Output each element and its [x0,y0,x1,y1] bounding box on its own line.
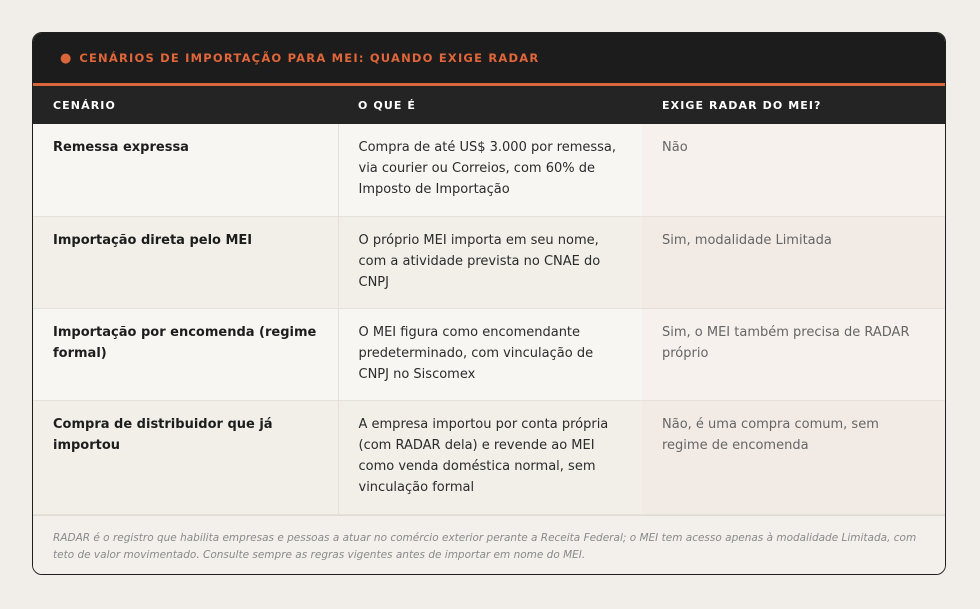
card-header [33,33,945,86]
radar-cell: Sim, modalidade Limitada [642,216,946,308]
description-cell: O próprio MEI importa em seu nome, com a atividade prevista no CNAE do CNPJ [338,216,642,308]
column-header-radar: EXIGE RADAR DO MEI? [642,86,946,124]
scenarios-table [33,86,946,515]
table-header-row [33,86,946,124]
column-header-description: O QUE É [338,86,642,124]
scenario-cell: Remessa expressa [33,124,338,216]
table-row [33,308,946,400]
scenarios-card [32,32,946,575]
description-cell: Compra de até US$ 3.000 por remessa, via courier ou Correios, com 60% de Imposto de Importação [338,124,642,216]
radar-cell: Sim, o MEI também precisa de RADAR próprio [642,308,946,400]
description-cell: A empresa importou por conta própria (com RADAR dela) e revende ao MEI como venda doméstica normal, sem vinculação formal [338,400,642,514]
scenario-cell: Importação por encomenda (regime formal) [33,308,338,400]
table-row [33,124,946,216]
table-row [33,400,946,514]
scenario-cell: Compra de distribuidor que já importou [33,400,338,514]
radar-cell: Não, é uma compra comum, sem regime de encomenda [642,400,946,514]
bullet-dot-icon: ● [60,50,72,66]
column-header-scenario: CENÁRIO [33,86,338,124]
card-title: CENÁRIOS DE IMPORTAÇÃO PARA MEI: QUANDO EXIGE RADAR [79,51,540,65]
footnote: RADAR é o registro que habilita empresas e pessoas a atuar no comércio exterior perante a Receita Federal; o MEI tem acesso apenas à modalidade Limitada, com teto de valor movimentado. Consulte sempre as regras vigentes antes de importar em nome do MEI. [33,515,945,576]
scenario-cell: Importação direta pelo MEI [33,216,338,308]
table-row [33,216,946,308]
description-cell: O MEI figura como encomendante predeterminado, com vinculação de CNPJ no Siscomex [338,308,642,400]
radar-cell: Não [642,124,946,216]
